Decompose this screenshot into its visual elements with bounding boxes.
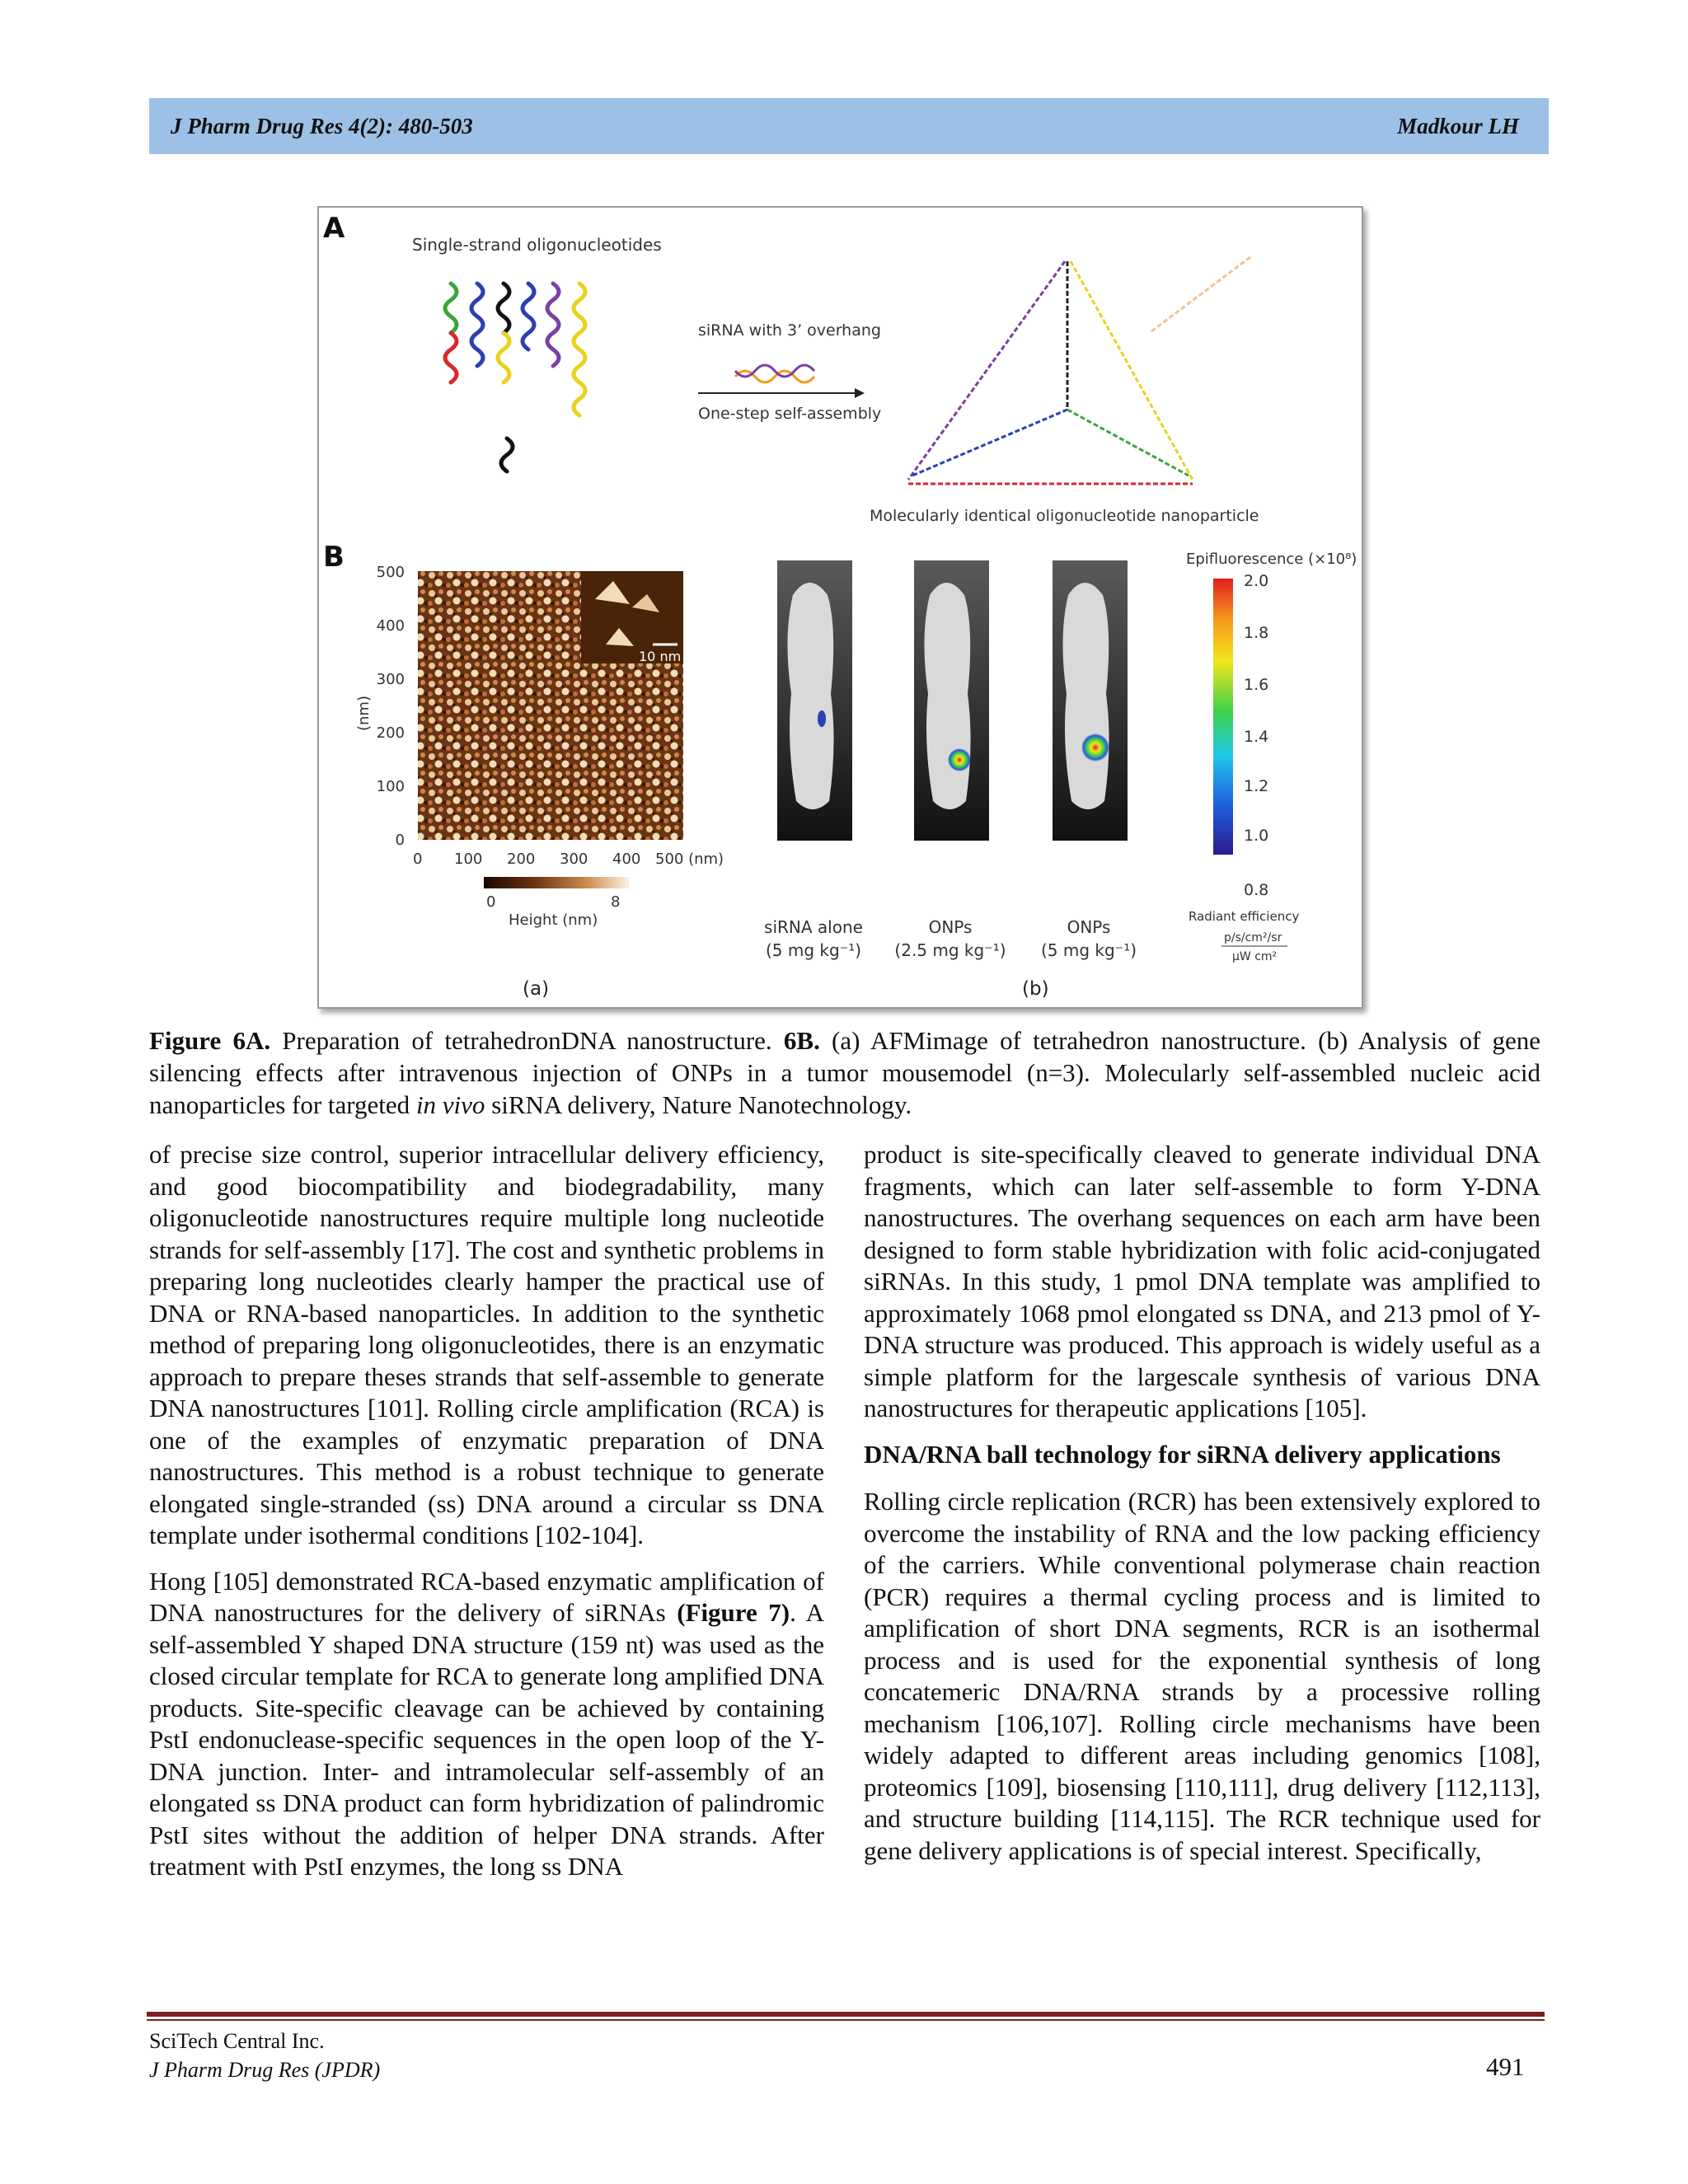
afm-x-tick: 200: [507, 851, 536, 868]
caption-text-2: (a) AFMimage of tetrahedron nanostructure. (b) Analysis of gene silencing effects after intravenous injection of ONPs in a tumor mousemodel (n=3). Molecularly self-assembled nucleic acid nanoparticles for targeted: [149, 1026, 1540, 1119]
afm-x-tick: 0: [413, 851, 423, 868]
strand-purple: [547, 284, 559, 366]
mouse-dose-1: (5 mg kg⁻¹): [765, 940, 862, 960]
afm-scale-label: 10 nm: [639, 649, 682, 664]
afm-y-tick: 0: [395, 832, 405, 849]
caption-fig-6a: Figure 6A.: [149, 1026, 271, 1055]
caption-in-vivo: in vivo: [415, 1090, 485, 1119]
left-p2-start: Hong [105] demonstrated RCA-based enzymatic amplification of DNA nanostructures for the delivery of siRNAs: [149, 1566, 824, 1627]
oligonucleotide-strands: [445, 284, 585, 471]
right-column: [864, 1139, 1540, 1881]
colorbar-tick: 1.4: [1244, 728, 1269, 746]
figure-6-graphic: [319, 208, 1362, 1007]
colorbar-unit-num: p/s/cm²/sr: [1224, 931, 1282, 944]
page-number: 491: [1486, 2052, 1525, 2081]
colorbar-tick: 0.8: [1244, 881, 1269, 899]
afm-x-tick: 300: [560, 851, 588, 868]
strand-black: [498, 284, 509, 333]
sirna-overhang-label: siRNA with 3’ overhang: [698, 321, 881, 340]
mouse-dose-2: (2.5 mg kg⁻¹): [894, 940, 1006, 960]
panel-b-letter: B: [323, 541, 345, 574]
left-p2-end: . A self-assembled Y shaped DNA structure (159 nt) was used as the closed circular template for RCA to generate long amplified DNA products. Site-specific cleavage can be achieved by containing PstI endonuclease-specific sequences in the open loop of the Y-DNA junction. Inter- and intramolecular self-assembly of an elongated ss DNA product can form hybridization of palindromic PstI sites without the addition of helper DNA strands. After treatment with PstI enzymes, the long ss DNA: [149, 1598, 824, 1881]
mouse-dose-3: (5 mg kg⁻¹): [1040, 940, 1137, 960]
colorbar-tick: 1.0: [1244, 827, 1269, 845]
right-paragraph-1: product is site-specifically cleaved to generate individual DNA fragments, which can later self-assemble to form Y-DNA nanostructures. The overhang sequences on each arm have been designed to form stable hybridization with folic acid-conjugated siRNAs. In this study, 1 pmol DNA template was amplified to approximately 1068 pmol elongated ss DNA, and 213 pmol of Y-DNA structure was produced. This approach is widely useful as a simple platform for the largescale synthesis of various DNA nanostructures for therapeutic applications [105].: [864, 1140, 1540, 1422]
colorbar-unit-den: μW cm²: [1232, 950, 1278, 963]
strand-yellow-long: [574, 284, 585, 415]
caption-text-1: Preparation of tetrahedronDNA nanostructure.: [270, 1026, 784, 1055]
nanoparticle-label: Molecularly identical oligonucleotide nanoparticle: [870, 507, 1259, 525]
section-heading: DNA/RNA ball technology for siRNA delivery applications: [864, 1439, 1501, 1469]
caption-fig-6b: 6B.: [783, 1026, 820, 1055]
afm-x-tick: 400: [612, 851, 641, 868]
subfigure-a-label: (a): [523, 978, 550, 1000]
mouse-label-1: siRNA alone: [764, 917, 863, 937]
panel-a-letter: A: [323, 212, 345, 245]
colorbar-tick: 1.8: [1244, 624, 1269, 642]
afm-x-tick: 500 (nm): [655, 851, 724, 868]
running-header: [149, 98, 1549, 154]
assembly-label: One-step self-assembly: [698, 405, 882, 423]
figure-7-reference: (Figure 7): [677, 1598, 790, 1627]
footer-rule: [147, 2012, 1545, 2017]
afm-y-axis-label: (nm): [355, 696, 373, 731]
height-min: 0: [486, 893, 496, 911]
colorbar-tick: 1.6: [1244, 676, 1269, 694]
mouse-label-3: ONPs: [1067, 917, 1111, 937]
mouse-images: [777, 560, 1128, 841]
left-column: [149, 1139, 824, 1897]
header-journal-citation: J Pharm Drug Res 4(2): 480-503: [171, 113, 473, 138]
single-strand-label: Single-strand oligonucleotides: [412, 235, 662, 255]
afm-y-tick: 300: [376, 671, 405, 688]
strand-yellow: [498, 333, 509, 382]
subfigure-b-label: (b): [1022, 978, 1049, 1000]
afm-y-tick: 100: [376, 778, 405, 795]
footer-publisher: SciTech Central Inc.: [149, 2029, 325, 2053]
height-colorbar: [484, 877, 629, 888]
figure-6: [317, 206, 1363, 1009]
strand-red: [445, 333, 457, 382]
afm-y-tick: 400: [376, 617, 405, 635]
colorbar-unit-label: Radiant efficiency: [1189, 909, 1300, 924]
colorbar-gradient: [1213, 579, 1233, 855]
colorbar-tick: 2.0: [1244, 572, 1269, 590]
afm-image-panel: [355, 564, 724, 929]
assembly-arrowhead: [855, 388, 865, 398]
left-paragraph-2: [149, 1566, 824, 1883]
strand-green: [445, 284, 457, 333]
strand-blue-2: [523, 284, 534, 349]
right-paragraph-2: Rolling circle replication (RCR) has been extensively explored to overcome the instability of RNA and the low packing efficiency of the carriers. While conventional polymerase chain reaction (PCR) requires a thermal cycling process and is limited to amplification of short DNA segments, RCR is an isothermal process and is used for the exponential synthesis of long concatemeric DNA/RNA strands by a processive rolling mechanism [106,107]. Rolling circle mechanisms have been widely adapted to different areas including genomics [108], proteomics [109], biosensing [110,111], drug delivery [112,113], and structure building [114,115]. The RCR technique used for gene delivery applications is of special interest. Specifically,: [864, 1487, 1540, 1865]
height-max: 8: [611, 893, 621, 911]
strand-black-tail: [501, 438, 513, 471]
caption-text-3: siRNA delivery, Nature Nanotechnology.: [485, 1090, 912, 1119]
colorbar-tick: 1.2: [1244, 777, 1269, 795]
sirna-duplex: [735, 365, 814, 382]
afm-y-tick: 200: [376, 724, 405, 742]
fluorescence-colorbar: [1186, 551, 1357, 963]
header-author: Madkour LH: [1397, 113, 1519, 138]
afm-y-tick: 500: [376, 564, 405, 581]
figure-caption: [149, 1024, 1540, 1121]
tetrahedron-nanoparticle: [908, 257, 1250, 484]
afm-x-tick: 100: [454, 851, 483, 868]
footer-journal: J Pharm Drug Res (JPDR): [149, 2058, 381, 2082]
strand-blue: [471, 284, 483, 366]
footer-rule-thin: [147, 2019, 1545, 2021]
colorbar-title: Epifluorescence (×10⁸): [1186, 551, 1357, 568]
left-paragraph-1: of precise size control, superior intracellular delivery efficiency, and good biocompatibility and biodegradability, many oligonucleotide nanostructures require multiple long nucleotide strands for self-assembly [17]. The cost and synthetic problems in preparing long nucleotides clearly hamper the practical use of DNA or RNA-based nanoparticles. In addition to the synthetic method of preparing long oligonucleotides, there is an enzymatic approach to prepare theses strands that self-assemble to generate DNA nanostructures [101]. Rolling circle amplification (RCA) is one of the examples of enzymatic preparation of DNA nanostructures. This method is a robust technique to generate elongated single-stranded (ss) DNA around a circular ss DNA template under isothermal conditions [102-104].: [149, 1140, 824, 1549]
mouse-label-2: ONPs: [928, 917, 973, 937]
height-label: Height (nm): [509, 912, 598, 929]
